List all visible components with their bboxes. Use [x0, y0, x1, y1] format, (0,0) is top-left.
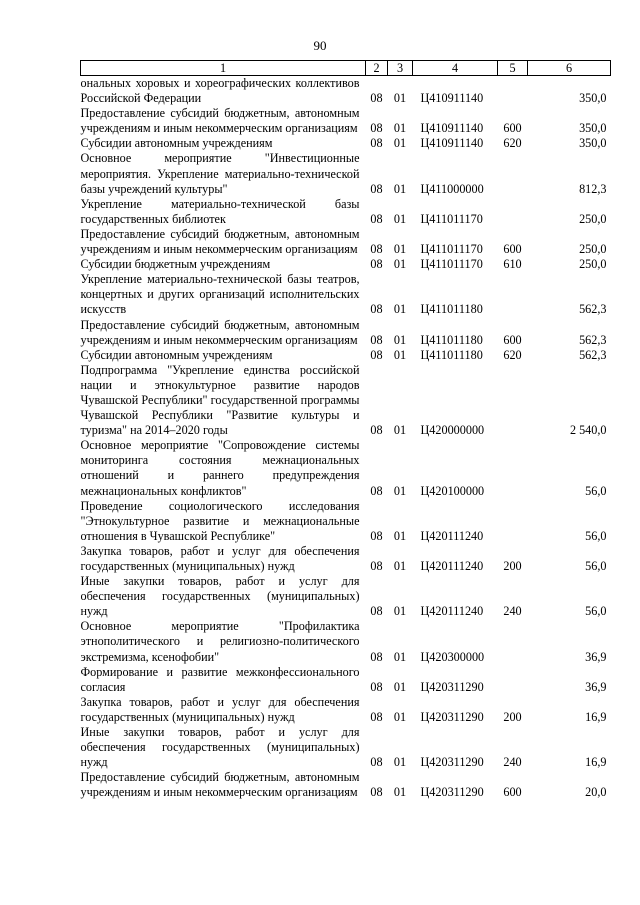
- table-row: [81, 136, 611, 151]
- row-subsection: 01: [393, 679, 407, 694]
- row-expense-type: 200: [503, 559, 522, 573]
- row-expense-type: [498, 665, 528, 695]
- row-section: 08: [370, 136, 383, 151]
- row-section: 08: [370, 528, 383, 543]
- row-description: Основное мероприятие "Инвестиционные мероприятия. Укрепление материально-технической базы учреждений культуры": [80, 151, 360, 196]
- table-row: [81, 619, 611, 664]
- row-expense-type: 600: [503, 121, 522, 136]
- row-amount: 250,0: [579, 257, 607, 272]
- header-row: [81, 61, 611, 76]
- row-section: 08: [370, 242, 383, 257]
- row-description: Субсидии бюджетным учреждениям: [80, 257, 271, 272]
- row-amount: 350,0: [579, 121, 607, 136]
- row-target-article: Ц410911140: [420, 136, 484, 151]
- row-amount: 812,3: [579, 181, 607, 196]
- row-amount: 56,0: [585, 559, 607, 573]
- row-amount: 56,0: [585, 604, 607, 619]
- table-row: [81, 665, 611, 695]
- row-subsection: 01: [393, 121, 407, 136]
- row-expense-type: [498, 499, 528, 544]
- row-subsection: 01: [393, 136, 407, 151]
- row-subsection: 01: [393, 242, 407, 257]
- row-target-article: Ц420100000: [420, 483, 485, 498]
- row-section: 08: [370, 181, 383, 196]
- row-section: 08: [370, 604, 383, 619]
- row-description: Основное мероприятие "Профилактика этнополитического и религиозно-политического экстремизма, ксенофобии": [80, 619, 360, 664]
- table-header: [81, 61, 611, 76]
- row-description: Формирование и развитие межконфессионального согласия: [80, 664, 360, 694]
- row-section: 08: [370, 679, 383, 694]
- table-row: [81, 770, 611, 800]
- header-col-3: 3: [388, 61, 413, 76]
- row-description: Предоставление субсидий бюджетным, автономным учреждениям и иным некоммерческим организациям: [80, 106, 360, 136]
- row-expense-type: 240: [503, 755, 522, 770]
- table-row: [81, 574, 611, 619]
- row-target-article: Ц420000000: [420, 423, 485, 438]
- row-amount: 250,0: [579, 211, 607, 226]
- row-description: ональных хоровых и хореографических коллективов Российской Федерации: [80, 76, 360, 106]
- row-subsection: 01: [393, 709, 407, 724]
- table-row: [81, 227, 611, 257]
- header-col-1: 1: [81, 61, 366, 76]
- row-description: Предоставление субсидий бюджетным, автономным учреждениям и иным некоммерческим организациям: [80, 226, 360, 257]
- row-amount: 16,9: [585, 755, 607, 770]
- row-expense-type: [498, 363, 528, 438]
- row-section: 08: [370, 121, 383, 136]
- row-description: Основное мероприятие "Сопровождение системы мониторинга состояния межнациональных отношений и раннего предупреждения межнациональных конфликтов": [80, 438, 360, 498]
- row-target-article: Ц411011180: [420, 347, 483, 362]
- row-amount: 56,0: [585, 528, 607, 543]
- row-expense-type: 240: [503, 604, 522, 619]
- row-amount: 350,0: [579, 91, 607, 106]
- table-row: [81, 348, 611, 363]
- row-target-article: Ц411011170: [420, 242, 483, 257]
- budget-table: [80, 60, 611, 801]
- row-description: Закупка товаров, работ и услуг для обеспечения государственных (муниципальных) нужд: [80, 694, 360, 724]
- row-amount: 36,9: [585, 679, 607, 694]
- row-description: Иные закупки товаров, работ и услуг для обеспечения государственных (муниципальных) нужд: [80, 574, 360, 619]
- row-target-article: Ц420111240: [420, 559, 484, 573]
- row-target-article: Ц420111240: [420, 528, 484, 543]
- row-subsection: 01: [393, 483, 407, 498]
- header-col-4: 4: [413, 61, 498, 76]
- table-row: [81, 725, 611, 770]
- row-section: 08: [370, 709, 383, 724]
- table-row: [81, 318, 611, 348]
- row-section: 08: [370, 332, 383, 347]
- table-row: [81, 197, 611, 227]
- row-target-article: Ц420311290: [420, 679, 484, 694]
- row-section: 08: [370, 559, 383, 573]
- header-col-6: 6: [528, 61, 611, 76]
- row-section: 08: [370, 483, 383, 498]
- row-target-article: Ц410911140: [420, 121, 484, 136]
- table-row: [81, 544, 611, 574]
- row-target-article: Ц411000000: [420, 181, 484, 196]
- row-description: Субсидии автономным учреждениям: [80, 347, 273, 362]
- row-description: Укрепление материально-технической базы государственных библиотек: [80, 196, 360, 226]
- row-amount: 562,3: [579, 347, 607, 362]
- row-section: 08: [370, 755, 383, 770]
- row-subsection: 01: [393, 528, 407, 543]
- row-amount: 20,0: [585, 785, 607, 800]
- row-amount: 350,0: [579, 136, 607, 151]
- row-amount: 56,0: [585, 483, 607, 498]
- row-section: 08: [370, 257, 383, 272]
- row-subsection: 01: [393, 347, 407, 362]
- row-description: Субсидии автономным учреждениям: [80, 136, 273, 151]
- row-target-article: Ц411011170: [420, 211, 483, 226]
- table-row: [81, 695, 611, 725]
- row-subsection: 01: [393, 755, 407, 770]
- header-col-5: 5: [498, 61, 528, 76]
- page-number: 90: [313, 38, 327, 53]
- row-target-article: Ц410911140: [420, 91, 484, 106]
- row-subsection: 01: [393, 257, 407, 272]
- row-expense-type: 600: [503, 332, 522, 347]
- row-target-article: Ц420311290: [420, 755, 484, 770]
- row-description: Подпрограмма "Укрепление единства российской нации и этнокультурное развитие народов Чувашской Республики" государственной программы Чувашской Республики "Развитие культуры и туризма" на 2014–2020 годы: [80, 362, 360, 438]
- row-expense-type: 610: [503, 257, 522, 272]
- table-row: [81, 151, 611, 196]
- row-expense-type: 620: [503, 347, 522, 362]
- row-subsection: 01: [393, 91, 407, 106]
- row-subsection: 01: [393, 785, 407, 800]
- row-expense-type: [498, 197, 528, 227]
- row-expense-type: [498, 76, 528, 107]
- row-amount: 16,9: [585, 709, 607, 724]
- row-subsection: 01: [393, 302, 407, 317]
- row-subsection: 01: [393, 211, 407, 226]
- table-row: [81, 257, 611, 272]
- row-subsection: 01: [393, 332, 407, 347]
- row-description: Укрепление материально-технической базы театров, концертных и других организаций исполнительских искусств: [80, 272, 360, 317]
- row-amount: 562,3: [579, 302, 607, 317]
- row-description: Предоставление субсидий бюджетным, автономным учреждениям и иным некоммерческим организациям: [80, 317, 360, 347]
- row-amount: 250,0: [579, 242, 607, 257]
- row-description: Иные закупки товаров, работ и услуг для обеспечения государственных (муниципальных) нужд: [80, 725, 360, 770]
- row-target-article: Ц411011170: [420, 257, 483, 272]
- row-description: Проведение социологического исследования "Этнокультурное развитие и межнациональные отношения в Чувашской Республике": [80, 498, 360, 543]
- row-subsection: 01: [393, 604, 407, 619]
- table-row: [81, 438, 611, 498]
- table-body: [81, 76, 611, 801]
- row-expense-type: [498, 272, 528, 317]
- row-expense-type: 600: [503, 242, 522, 257]
- row-section: 08: [370, 302, 383, 317]
- table-row: [81, 272, 611, 317]
- table-row: [81, 499, 611, 544]
- row-target-article: Ц420300000: [420, 649, 485, 664]
- row-section: 08: [370, 785, 383, 800]
- row-amount: 2 540,0: [569, 423, 607, 438]
- row-subsection: 01: [393, 181, 407, 196]
- row-section: 08: [370, 347, 383, 362]
- row-target-article: Ц411011180: [420, 302, 483, 317]
- table-row: [81, 363, 611, 438]
- row-target-article: Ц411011180: [420, 332, 483, 347]
- table-row: [81, 76, 611, 107]
- row-expense-type: [498, 438, 528, 498]
- row-amount: 36,9: [585, 649, 607, 664]
- row-description: Закупка товаров, работ и услуг для обеспечения государственных (муниципальных) нужд: [80, 543, 360, 573]
- row-subsection: 01: [393, 559, 407, 573]
- row-section: 08: [370, 649, 383, 664]
- row-description: Предоставление субсидий бюджетным, автономным учреждениям и иным некоммерческим организациям: [80, 770, 360, 800]
- row-section: 08: [370, 423, 383, 438]
- header-col-2: 2: [366, 61, 388, 76]
- row-expense-type: 600: [503, 785, 522, 800]
- row-expense-type: [498, 151, 528, 196]
- row-target-article: Ц420111240: [420, 604, 484, 619]
- row-target-article: Ц420311290: [420, 785, 484, 800]
- table-row: [81, 106, 611, 136]
- row-subsection: 01: [393, 423, 407, 438]
- row-section: 08: [370, 91, 383, 106]
- row-expense-type: 200: [503, 709, 522, 724]
- row-subsection: 01: [393, 649, 407, 664]
- row-expense-type: 620: [503, 136, 522, 151]
- row-expense-type: [498, 619, 528, 664]
- row-amount: 562,3: [579, 332, 607, 347]
- row-target-article: Ц420311290: [420, 709, 484, 724]
- row-section: 08: [370, 211, 383, 226]
